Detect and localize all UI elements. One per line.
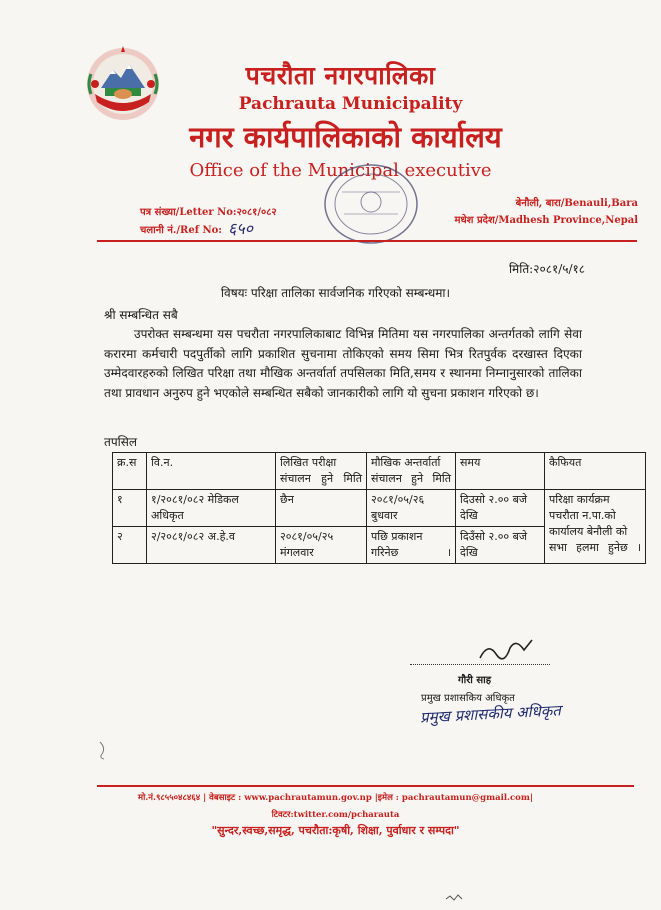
annex-label: तपसिल: [104, 435, 138, 449]
cell-remarks: परिक्षा कार्यक्रम पचरौता न.पा.को कार्यालय बेनौली को सभा हलमा हुनेछ ।: [545, 490, 646, 564]
header-divider: [97, 240, 637, 242]
municipality-title-np: पचरौता नगरपालिका: [245, 61, 436, 90]
cell-interview: २०८१/०५/२६ बुधवार: [367, 490, 456, 527]
address-line-2: मधेश प्रदेश/Madhesh Province,Nepal: [454, 215, 638, 226]
cell-vigyapan: २/२०८१/०८२ अ.हे.व: [147, 527, 276, 564]
cell-sn: २: [113, 527, 147, 564]
letter-recipient: श्री सम्बन्धित सबै: [104, 308, 178, 322]
footer-twitter: टिवटर:twitter.com/pcharauta: [271, 810, 400, 820]
table-header-row: [113, 453, 646, 490]
table-row: [113, 490, 646, 527]
letter-subject: विषयः परिक्षा तालिका सार्वजनिक गरिएको सम्बन्धमा।: [220, 286, 451, 300]
ref-number-label: चलानी नं./Ref No:: [140, 225, 222, 236]
letter-body-paragraph: उपरोक्त सम्बन्धमा यस पचरौता नगरपालिकाबाट विभिन्न मितिमा यस नगरपालिका अन्तर्गतको लागि सेवा करारमा कर्मचारी पदपुर्तीको लागि प्रकाशित सुचनामा तोकिएको समय सिमा भित्र रितपुर्वक दरखास्त दिएका उम्मेदवारहरुको लिखित परिक्षा तथा मौखिक अन्तर्वार्ता तपसिलका मिति,समय र स्थानमा निम्नानुसारको तालिका तथा प्रावधान अनुरुप हुने भएकोले सम्बन्धित सबैको जानकारीको लागि यो सुचना प्रकाशन गरिएको छ।: [104, 327, 582, 400]
scan-mark: [444, 893, 464, 903]
col-header-time: समय: [456, 453, 545, 490]
municipality-title-en: Pachrauta Municipality: [238, 94, 463, 114]
letter-date: मिति:२०८१/५/१८: [508, 262, 585, 276]
signatory-name: गौरी साह: [458, 675, 492, 686]
col-header-sn: क्र.स: [113, 453, 147, 490]
signature-scribble: [476, 634, 536, 664]
cell-interview: पछि प्रकाशन गरिनेछ ।: [367, 527, 456, 564]
signatory-stamp: प्रमुख प्रशासकीय अधिकृत: [419, 701, 562, 727]
cell-time: दिउसो २.०० बजे देखि: [456, 490, 545, 527]
cell-written: छैन: [276, 490, 367, 527]
cell-vigyapan: १/२०८१/०८२ मेडिकल अधिकृत: [147, 490, 276, 527]
exam-schedule-table: [112, 452, 646, 564]
letter-number: पत्र संख्या/Letter No:२०८१/०८२: [140, 207, 277, 218]
footer-contact: मो.नं.९८५५०४८४६४ | वेबसाइट : www.pachrautamun.gov.np |इमेल : pachrautamun@gmail.com|: [138, 793, 533, 803]
office-title-np: नगर कार्यपालिकाको कार्यालय: [189, 120, 502, 154]
cell-written: २०८१/०५/२५ मंगलवार: [276, 527, 367, 564]
col-header-remarks: कैफियत: [545, 453, 646, 490]
col-header-vigyapan: वि.न.: [147, 453, 276, 490]
cell-sn: १: [113, 490, 147, 527]
col-header-written: लिखित परीक्षा संचालन हुने मिति: [276, 453, 367, 490]
cell-time: दिउँसो २.०० बजे देखि: [456, 527, 545, 564]
signature-line: [410, 664, 550, 665]
scan-mark: [96, 740, 110, 760]
office-seal-stamp: [322, 162, 420, 246]
footer-divider: [97, 785, 634, 787]
col-header-interview: मौखिक अन्तर्वार्ता संचालन हुने मिति: [367, 453, 456, 490]
office-title-en: Office of the Municipal executive: [189, 160, 492, 181]
footer-slogan: "सुन्दर,स्वच्छ,समृद्ध, पचरौता:कृषी, शिक्षा, पुर्वाधार र सम्पदा": [211, 824, 460, 837]
signatory-title: प्रमुख प्रशासकिय अधिकृत: [421, 693, 515, 704]
ref-number-value: ६५०: [228, 219, 253, 238]
address-line-1: बेनौली, बारा/Benauli,Bara: [515, 198, 638, 209]
